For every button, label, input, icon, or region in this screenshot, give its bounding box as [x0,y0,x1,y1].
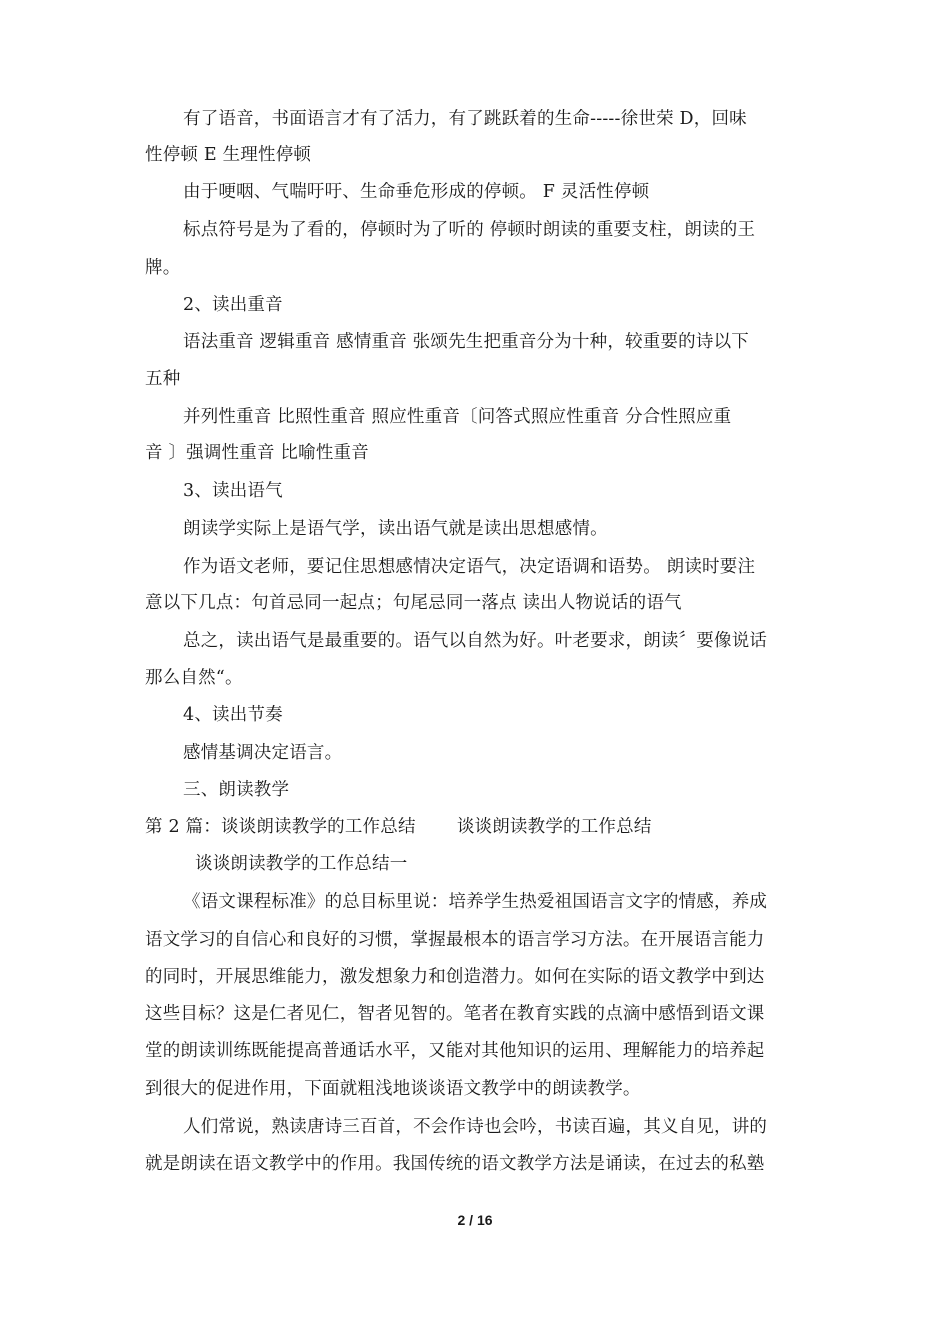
paragraph-line: 那么自然“。 [145,668,243,688]
paragraph-line: 就是朗读在语文教学中的作用。我国传统的语文教学方法是诵读，在过去的私塾 [145,1154,765,1174]
paragraph-line: 人们常说，熟读唐诗三百首，不会作诗也会吟，书读百遍，其义自见，讲的 [183,1117,768,1137]
paragraph-line: 五种 [145,369,181,389]
paragraph-line: 并列性重音 比照性重音 照应性重音〔问答式照应性重音 分合性照应重 [183,407,732,427]
paragraph-line: 牌。 [145,258,181,278]
paragraph-line: 的同时，开展思维能力，激发想象力和创造潜力。如何在实际的语文教学中到达 [145,967,765,987]
article-subtitle: 谈谈朗读教学的工作总结一 [195,854,408,874]
section-heading: 4、读出节奏 [183,705,283,725]
page-number: 2 / 16 [457,1212,493,1228]
article-title: 第 2 篇：谈谈朗读教学的工作总结 谈谈朗读教学的工作总结 [145,817,652,837]
paragraph-line: 有了语音，书面语言才有了活力，有了跳跃着的生命-----徐世荣 D，回味 [183,109,747,129]
paragraph-line: 由于哽咽、气喘吁吁、生命垂危形成的停顿。 F 灵活性停顿 [183,182,650,202]
paragraph-line: 总之，读出语气是最重要的。语气以自然为好。叶老要求，朗读〞要像说话 [183,631,768,651]
section-heading: 三、朗读教学 [183,780,290,800]
paragraph-line: 性停顿 E 生理性停顿 [145,145,312,165]
paragraph-line: 意以下几点：句首忌同一起点；句尾忌同一落点 读出人物说话的语气 [145,593,682,613]
paragraph-line: 这些目标？这是仁者见仁，智者见智的。笔者在教育实践的点滴中感悟到语文课 [145,1004,765,1024]
paragraph-line: 语文学习的自信心和良好的习惯，掌握最根本的语言学习方法。在开展语言能力 [145,930,765,950]
paragraph-line: 堂的朗读训练既能提高普通话水平，又能对其他知识的运用、理解能力的培养起 [145,1041,765,1061]
paragraph-line: 朗读学实际上是语气学，读出语气就是读出思想感情。 [183,519,608,539]
paragraph-line: 作为语文老师，要记住思想感情决定语气，决定语调和语势。 朗读时要注 [183,557,756,577]
paragraph-line: 语法重音 逻辑重音 感情重音 张颂先生把重音分为十种，较重要的诗以下 [183,332,749,352]
section-heading: 2、读出重音 [183,295,283,315]
paragraph-line: 感情基调决定语言。 [183,743,343,763]
paragraph-line: 《语文课程标准》的总目标里说：培养学生热爱祖国语言文字的情感，养成 [183,892,768,912]
paragraph-line: 音 〕强调性重音 比喻性重音 [145,443,369,463]
paragraph-line: 标点符号是为了看的，停顿时为了听的 停顿时朗读的重要支柱，朗读的王 [183,220,756,240]
paragraph-line: 到很大的促进作用，下面就粗浅地谈谈语文教学中的朗读教学。 [145,1079,641,1099]
section-heading: 3、读出语气 [183,481,283,501]
